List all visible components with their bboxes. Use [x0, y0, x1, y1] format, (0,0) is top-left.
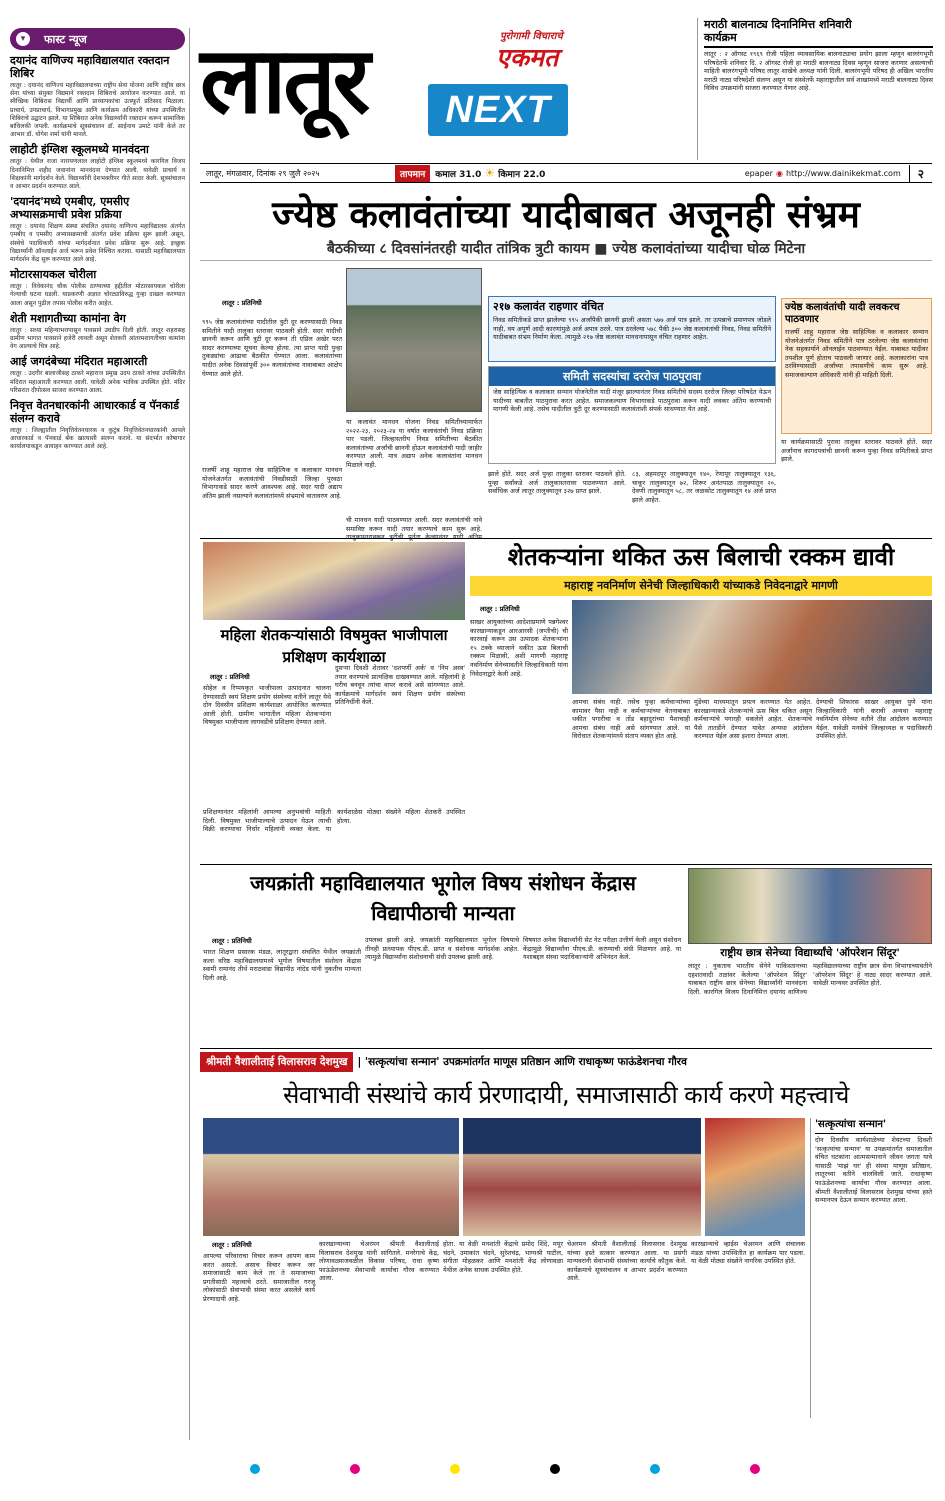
women-byline: लातूर : प्रतिनिधी [210, 673, 250, 681]
service-photo-2 [463, 1118, 701, 1236]
ncc-headline: राष्ट्रीय छात्र सेनेच्या विद्यार्थ्यांचे 'ऑपरेशन सिंदूर' [720, 947, 900, 959]
lead-headline: ज्येष्ठ कलावंतांच्या यादीबाबत अजूनही संभ्रम [272, 192, 860, 236]
geo-col2: उपलब्ध झाली आहे. जयक्रांती महाविद्यालयात भूगोल विषयाचे तीनही प्राध्यापक पीएच.डी. प्राप्त व संशोधक मार्गदर्शक आहेत. त्यामुळे विद्यार्थ्यांना संशोधनाची संधी उपलब्ध झाली आहे. [365, 936, 519, 962]
masthead [200, 26, 688, 158]
geo-headline: जयक्रांती महाविद्यालयात भूगोल विषय संशोधन केंद्रास विद्यापीठाची मान्यता [250, 871, 636, 925]
fast-news-text: लातूर : दयानंद शिक्षण संस्था संचलित दयानंद वाणिज्य महाविद्यालय अंतर्गत एमबीए व एमसीए अभ्यासक्रमाची अंतर्गत प्रवेश प्रक्रिया सुरू झाली असून, संस्थेचे पदाधिकारी यांच्या मार्गदर्शनात प्रवेश प्रक्रिया सुरू आहे. इच्छुक विद्यार्थ्यांनी ऑनलाईन अर्ज भरून प्रवेश निश्चित करावा. यासाठी महाविद्यालयात मार्गदर्शन केंद्र सुरू करण्यात आले आहे. [10, 223, 185, 264]
box-217-artists [488, 296, 776, 362]
dateline: लातूर, मंगळवार, दिनांक २९ जुलै २०२५ [206, 168, 320, 178]
women-col3: प्रशिक्षणानंतर महिलांनी आपल्या अनुभवांची माहिती दिली. विषमुक्त भाजीपाल्याचे उत्पादन घेऊन त्याची विक्री करण्याचा निर्धार महिलांनी व्यक्त केला. या कार्यशाळेस मोठ्या संख्येने महिला शेतकरी उपस्थित होत्या. [203, 808, 465, 834]
dark-rule [704, 46, 933, 48]
fast-news-list [10, 54, 185, 452]
lead-col1: ९९५ जेष्ठ कलावंतांच्या यादीतील त्रुटी दूर करण्यासाठी निवड समितीने यादी तालुका स्तरावर पाठवली होती. सदर यादीची छाननी करून आणि त्रुटी दूर करून ती एप्रिल अखेर परत सादर करण्याच्या सूचना केल्या होत्या. त्या प्राप्त यादी पुन्हा तुकड्यांचा आढावा बैठकीत घेण्यात आला. कलावंतांच्या यादीत अनेक दिवसांपूर्वी ३०० कलावंतांच्या नावाबाबत आक्षेप घेण्यात आले होते. [202, 318, 342, 378]
service-byline: लातूर : प्रतिनिधी [212, 1241, 252, 1249]
fast-news-title: लाहोटी इंग्लिश स्कूलमध्ये मानवंदना [10, 143, 149, 157]
ncc-text: लातूर : नुकताच भारतीय सेनेने पाकिस्तानच्या दहशतवादी तळांवर केलेल्या 'ऑपरेशन सिंदूर' याबाबत राष्ट्रीय छात्र सेनेच्या विद्यार्थ्यांनी मानवंदना दिली. कारगिल विजय दिनानिमित्त दयानंद वाणिज्य महाविद्यालयाच्या राष्ट्रीय छात्र सेना विभागाच्यावतीने 'ऑपरेशन सिंदूर' हे नाट्य सादर करण्यात आले. यावेळी मान्यवर उपस्थित होते. [688, 962, 932, 996]
lead-col3: राजर्षी शाहू महाराज जेष्ठ साहित्यिक व कलाकार मानधन योजनेअंतर्गत कलावंतांची निवडीसाठी जिल्हा पुरवठा विभागाकडे सादर करणे आवश्यक आहे. सदर यादी अद्याप अंतिम झाली नसल्याने कलावंतांमध्ये संभ्रमाचे वातावरण आहे. [202, 466, 342, 500]
women-col1: सोहेल व रिप्पयकृत भाजीपाला उत्पादनात चालना देण्यासाठी स्वयं शिक्षण प्रयोग संस्थेच्या वतीने लातूर येथे दोन दिवसीय प्रशिक्षण कार्यशाळा आयोजित करण्यात आली होती. ग्रामीण भागातील महिला शेतकऱ्यांना विषमुक्त भाजीपाला लागवडीचे प्रशिक्षण देण्यात आले. [203, 684, 331, 727]
temp-label: तापमान [395, 165, 430, 182]
fast-news-title: मोटारसायकल चोरीला [10, 268, 97, 282]
magenta-mark-2 [750, 1464, 760, 1474]
women-workshop-photo [203, 542, 465, 620]
service-photo-3 [705, 1118, 805, 1236]
fast-news-text: लातूर : विवेकानंद चौक पोलीस ठाण्याच्या हद्दीतील मोटारसायकल चोरीला गेल्याची घटना घडली. याप्रकरणी अज्ञात चोरट्याविरुद्ध गुन्हा दाखल करण्यात आला असून पुढील तपास पोलीस करीत आहेत. [10, 283, 185, 307]
service-photo-1 [203, 1118, 459, 1236]
farmers-col4: देण्याची शिफारस साखर आयुक्त पुणे यांना जिल्हाधिकारी यांनी करावी अन्यथा महाराष्ट्र नवनिर्माण सेनेच्या वतीने तीव्र आंदोलन करण्यात येईल. यावेळी मनसेचे जिल्हाध्यक्ष व पदाधिकारी उपस्थित होते. [816, 698, 932, 741]
sun-icon: ☀ [484, 166, 496, 180]
lead-subhead: बैठकीच्या ८ दिवसांनंतरही यादीत तांत्रिक त्रुटी कायम ■ ज्येष्ठ कलावंतांच्या यादीचा घोळ मिटेना [200, 238, 932, 261]
women-headline: महिला शेतकऱ्यांसाठी विषमुक्त भाजीपाला प्रशिक्षण कार्यशाळा [220, 626, 448, 666]
website-link[interactable]: http://www.dainikekmat.com [785, 168, 901, 178]
honor-box-title: 'सत्कृत्यांचा सन्मान' [815, 1119, 887, 1130]
honor-box-rule [815, 1133, 932, 1134]
next-logo: NEXT [428, 84, 568, 136]
honor-box [810, 1118, 932, 1418]
farmers-meeting-photo [572, 600, 932, 694]
box-list-soon-text: राजर्षी शाहू महाराज जेष्ठ साहित्यिक व कलाकार सन्मान योजनेअंतर्गत निवड समितीने पात्र ठरलेल्या जेष्ठ कलावंतांचा नेक सहकार्याने ऑनलाईन पाठवण्यात येईल. याबाबत यादीवर तपशील पूर्ण होताच पाठवली जाणार आहे. कलाकारांना पात्र ठरविण्यासाठी अर्जांच्या तपासणीचे काम सुरू आहे. समाजकल्याण अधिकारी यांनी ही माहिती दिली. [785, 328, 928, 379]
dateline-bar [200, 163, 932, 183]
lead-lower-col2: ८३, अहमदपूर तालुक्यातून १४०, रेणापूर तालुक्यातून १३६, चाकूर तालुक्यातून ७२, शिरूर अनंतपाळ तालुक्यातून २०, देवणी तालुक्यातून ५८, तर जळकोट तालुक्यातून १४ अर्ज प्राप्त झाले आहेत. [632, 470, 776, 504]
ncc-photo [688, 868, 932, 944]
fast-news-text: लातूर : सध्या महिन्याभरापासून पावसाने उघडीप दिली होती. लातूर शहरासह ग्रामीण भागात पावसाने हजेरी लावली असून शेतकरी आंतरमशागतीच्या कामांना वेग आल्याचे चित्र आहे. [10, 326, 185, 351]
farmers-byline: लातूर : प्रतिनिधी [480, 605, 520, 613]
box-list-soon-tail: या कार्यक्रमासाठी पुरावा तालुका स्तरावर पाठवले होते. सदर अर्जांनाच कागदपत्रांची छाननी करून पुन्हा निवड समितीकडे प्राप्त झाले. [781, 438, 932, 464]
cyan-mark [250, 1464, 260, 1474]
cyan-mark-2 [650, 1464, 660, 1474]
box-217-text: निवड समितीकडे प्राप्त झालेल्या ९९५ अर्जांपैकी छाननी झाली असता ५७७ अर्ज पात्र झाले. तर उत्पन्नाचे प्रमाणपत्र जोडले नाही, वय अपूर्ण आदी कारणांमुळे अर्ज अपात्र ठरले. पात्र ठरलेल्या ५७८ पैकी ३०० जेष्ठ कलावंतांची निवड, निवड समितीने यादीबाबत संभ्रम निर्माण केला. त्यामुळे २१७ जेष्ठ कलावंत मानधनापासून वंचित राहणार आहेत. [493, 316, 771, 342]
registration-marks [0, 1460, 945, 1480]
geo-byline: लातूर : प्रतिनिधी [212, 937, 252, 945]
section-divider-2 [200, 864, 932, 865]
fast-news-title: निवृत्त वेतनधारकांनी आधारकार्ड व पॅनकार्ड संलग्न करावे [10, 399, 180, 426]
building-photo [346, 268, 482, 412]
masthead-title: लातूर [200, 27, 368, 134]
farmers-col3: मुंडेंच्या माध्यमातून प्रयत्न करण्यात येत आहेत. कारखान्याकडे शेतकऱ्यांचे ऊस बिल थकित असून कर्मचाऱ्यांचे पगारही थकलेले आहेत. शेतकऱ्यांचे पैसे तातडीने देण्यात यावेत अन्यथा आंदोलन करण्यात येईल असा इशारा देण्यात आला. [694, 698, 812, 741]
lead-col4: ची मानधन यादी पाठवण्यात आली. सदर कलावंतांची नावे समाविष्ट करून यादी तयार करण्याचे काम सुरू आहे. [346, 516, 482, 533]
lead-lower-col1: झाले होते. सदर अर्ज पुन्हा तालुका स्तरावर पाठवले होते. पुन्हा सर्वांकडे अर्ज तालुकास्तरावर पाठवण्यात आले. सर्वाधिक अर्ज लातूर तालुक्यातून ३२७ प्राप्त झाले. [488, 470, 626, 496]
top-right-text: लातूर : २ ऑगस्ट १९६९ रोजी पहिला व्यावसायिक बालनाट्याचा प्रयोग झाला म्हणून बालरंगभूमी परिषदेतर्फे शनिवार दि. २ ऑगस्ट रोजी हा मराठी बालनाट्य दिवस म्हणून साजरा करणार असल्याची माहिती बालरंगभूमी परिषद लातूर शाखेचे अध्यक्ष यांनी दिली. बालरंगभूमी परिषद ही अखिल भारतीय मराठी नाट्य परिषदेशी संलग्न असून या संस्थेतर्फे महाराष्ट्रातील सर्व शाखांमध्ये मराठी बालनाट्य दिवस विविध उपक्रमांनी साजरा करण्यात येणार आहे. [704, 50, 933, 93]
box-list-soon [781, 298, 932, 434]
chevron-down-icon: ▾ [16, 32, 30, 46]
box-217-title: २१७ कलावंत राहणार वंचित [493, 300, 604, 313]
fast-news-sidebar [10, 28, 190, 1440]
magenta-mark [350, 1464, 360, 1474]
women-col2: दुसऱ्या दिवशी शेतावर 'दशपर्णी अर्क' व 'निम अस्त्र' तयार करण्याचे प्रात्यक्षिक दाखवण्यात आले. महिलांनी हे घरीच बनवून त्यांचा वापर करावे असे सांगण्यात आले. कार्यक्रमाचे मार्गदर्शन स्वयं शिक्षण प्रयोग संस्थेच्या प्रतिनिधींनी केले. [335, 664, 465, 707]
honor-box-text: दोन दिवसीय कार्यशाळेच्या शेवटच्या दिवशी 'सत्कृत्यांचा सन्मान' या उपक्रमांतर्गत समाजातील वंचित घटकांना आत्मसन्मानाने जीवन जगता यावे यासाठी 'माझं घर' ही संस्था माणूस प्रतिष्ठान, लातूरच्या वतीने चालविली जाते. राधाकृष्ण फाऊंडेशनच्या कार्याचा गौरव करण्यात आला. श्रीमती वैशालीताई विलासराव देशमुख यांच्या हस्ते सन्मानपत्र देऊन सन्मान करण्यात आला. [815, 1136, 932, 1205]
banner-name: श्रीमती वैशालीताई विलासराव देशमुख [200, 1052, 353, 1072]
service-col3: होता. या वेळी मनशांती केंद्राचे प्रमोद शिंदे, मयूर चंदने, उमाकांत चंदने, सुरेशचंद्र, भाग्यश्री पाटील, संगीता मोहळकर आणि मनशांती केंद्र लोणावळा येथील अनेक साधक उपस्थित होते. [443, 1240, 563, 1274]
box-committee-title: समिती सदस्यांचा दररोज पाठपुरावा [489, 367, 775, 386]
temp-min: किमान 22.0 [498, 169, 546, 180]
page-number: २ [909, 165, 932, 182]
service-col1: आपल्या परिवाराचा विचार करून आपण काम करत असतो. असाच विचार करून जर समाजासाठी काम केले तर ते समाजाच्या प्रगतीसाठी महत्त्वाचे ठरते. समाजातील गरजू लोकांसाठी सेवाभावी संस्था करत असलेले कार्य प्रेरणादायी आहे. [203, 1252, 315, 1303]
farmers-headline: शेतकऱ्यांना थकित ऊस बिलाची रक्कम द्यावी [507, 542, 895, 571]
top-right-headline: मराठी बालनाट्य दिनानिमित्त शनिवारी कार्यक्रम [704, 18, 852, 44]
lead-byline: लातूर : प्रतिनिधी [222, 299, 262, 307]
top-right-story [697, 18, 933, 160]
service-headline: सेवाभावी संस्थांचे कार्य प्रेरणादायी, समाजासाठी कार्य करणे महत्त्वाचे [283, 1081, 849, 1109]
fast-news-title: 'दयानंद'मध्ये एमबीए, एमसीए अभ्यासक्रमाची प्रवेश प्रक्रिया [10, 195, 130, 222]
fast-news-header: ▾ फास्ट न्यूज [10, 28, 185, 50]
fast-news-title: आई जगदंबेच्या मंदिरात महाआरती [10, 355, 148, 369]
honor-banner [200, 1052, 932, 1072]
service-col5: कारखान्याचे व्हाईस चेअरमन आणि संचालक मंडळ यांच्या उपस्थितीत हा कार्यक्रम पार पडला. या वेळी मोठ्या संख्येने नागरिक उपस्थित होते. [691, 1240, 805, 1266]
lead-col2: या कलावंत मानधन योजना निवड समितीच्यामार्फत २०२२-२३, २०२३-२४ या वर्षात कलावंतांची निवड प्रक्रिया पार पडली. जिल्हास्तरीय निवड समितीच्या बैठकीत कलावंतांच्या अर्जांची छाननी होऊन कलावंतांची यादी जाहीर करण्यात आली. मात्र अद्याप अनेक कलावंतांना मानधन मिळाले नाही. [346, 418, 482, 469]
brand-logo: एकमत [496, 43, 559, 72]
fast-news-text: लातूर : दयानंद वाणिज्य महाविद्यालयाच्या राष्ट्रीय सेवा योजना आणि राष्ट्रीय छात्र सेना यांच्या संयुक्त विद्यमाने रक्तदान शिबिराचे आयोजन करण्यात आले. या स्वैच्छिक शिबिरास विद्यार्थी आणि प्राध्यापकांचा उत्स्फूर्त प्रतिसाद मिळाला. प्राचार्य, उपप्राचार्य, विभागप्रमुख आणि कार्यक्रम अधिकारी यांच्या उपस्थितीत शिबिराचे उद्घाटन झाले. या शिबिरात अनेक विद्यार्थ्यांनी रक्तदान करून सामाजिक बांधिलकी जपली. कार्यक्रमाचे सूत्रसंचालन डॉ. साईनाथ उमाटे यांनी केले तर आभार डॉ. योगेश शर्मा यांनी मानले. [10, 82, 185, 139]
fast-news-title: शेती मशागतीच्या कामांना वेग [10, 311, 126, 325]
fast-news-text: लातूर : येथील राजा नारायणलाल लाहोटी इंग्लिश स्कूलमध्ये कारगिल विजय दिनानिमित्त शहीद जवानांना मानवंदना देण्यात आली. यावेळी प्राचार्य व शिक्षकांनी मार्गदर्शन केले. विद्यार्थ्यांनी देशभक्तीपर गीते सादर केली. सूत्रसंचालन व आभार प्रदर्शन करण्यात आले. [10, 158, 185, 191]
fast-news-text: लातूर : उदगीर बालाजीसह ठाकरे महाराज प्रमुख उदय ठाकरे यांच्या उपस्थितीत मंदिरात महाआरती करण्यात आली. यावेळी अनेक भाविक उपस्थित होते. मंदिर परिसरात दीपोत्सव साजरा करण्यात आला. [10, 370, 185, 394]
geo-col3: विषयात अनेक विद्यार्थ्यांनी सेट नेट परीक्षा उत्तीर्ण केली असून संशोधन केंद्रामुळे विद्यार्थ्यांना पीएच.डी. करण्याची संधी मिळणार आहे. या यशाबद्दल संस्था पदाधिकाऱ्यांनी अभिनंदन केले. [523, 936, 681, 962]
black-mark [550, 1464, 560, 1474]
farmers-col1: साखर आयुक्तांच्या आदेशाप्रमाणे पन्नगेश्वर कारखान्याकडून आरआरसी (जप्तीची) ची कारवाई करून उस उत्पादक शेतकऱ्यांना १५ टक्के व्याजाने थकीत ऊस बिलाची रक्कम मिळावी, अशी मागणी महाराष्ट्र नवनिर्माण सेनेच्यावतीने जिल्हाधिकारी यांना निवेदनाद्वारे केली आहे. [470, 618, 568, 678]
brand-tag: पुरोगामी विचाराचे [500, 31, 563, 42]
farmers-subhead: महाराष्ट्र नवनिर्माण सेनेची जिल्हाधिकारी यांच्याकडे निवेदनाद्वारे मागणी [470, 576, 932, 596]
yellow-mark [450, 1464, 460, 1474]
farmers-col2: आमचा संबंध नाही. तसेच पुन्हा कर्मचाऱ्यांच्या कामावर पैसा नाही व कर्मचाऱ्यांच्या वेतनाबाबत थकीत पगारीचा व तोंड बहादुरांच्या पैशाचाही आमचा संबंध नाही असे सांगण्यात आले. या विरोधात शेतकऱ्यांमध्ये संताप व्यक्त होत आहे. [572, 698, 690, 741]
service-col2: कारखान्याच्या चेअरमन श्रीमती वैशालीताई विलासराव देशमुख यांनी सांगितले. मनरेगाचे केंद्र, लोणावळ्याजवळील विकास परिषद, राधा कृष्ण फाऊंडेशनच्या सेवाभावी कार्याचा गौरव करण्यात आला. [319, 1240, 439, 1283]
globe-icon: ◉ [775, 168, 783, 178]
epaper-label: epaper [744, 168, 773, 178]
section-divider-3 [200, 1048, 932, 1049]
fast-news-title: दयानंद वाणिज्य महाविद्यालयात रक्तदान शिबिर [10, 54, 170, 80]
geo-col1: भारत शिक्षण प्रसारक मंडळ, लातूरद्वारा संचलित येथील जयक्रांती कला वरिष्ठ महाविद्यालयामध्ये भूगोल विषयातील संशोधन केंद्रास स्वामी रामानंद तीर्थ मराठवाडा विद्यापीठ नांदेड यांनी नुकतीच मान्यता दिली आहे. [203, 948, 361, 982]
box-list-soon-title: ज्येष्ठ कलावंतांची यादी लवकरच पाठवणार [785, 302, 900, 325]
fast-news-text: लातूर : जिल्ह्यातील निवृत्तिवेतनधारक व कुटुंब निवृत्तिवेतनधारकांनी आपले आधारकार्ड व पॅनकार्ड बँक खात्याशी संलग्न करावे. या संदर्भात कोषागार कार्यालयाकडून आवाहन करण्यात आले आहे. [10, 427, 185, 451]
section-divider-1 [200, 538, 932, 539]
service-col4: चेअरमन श्रीमती वैशालीताई विलासराव देशमुख यांच्या हस्ते सत्कार करण्यात आला. या प्रसंगी मान्यवरांनी सेवाभावी संस्थांच्या कार्याचे कौतुक केले. कार्यक्रमाचे सूत्रसंचालन व आभार प्रदर्शन करण्यात आले. [567, 1240, 687, 1283]
banner-text: | 'सत्कृत्यांचा सन्मान' उपक्रमांतर्गत माणूस प्रतिष्ठान आणि राधाकृष्ण फाऊंडेशनचा गौरव [357, 1056, 687, 1068]
box-committee [488, 366, 776, 464]
box-committee-text: जेष्ठ साहित्यिक व कलाकार सन्मान योजनेतील यादी मंजूर झाल्यानंतर निवड समितीचे सदस्य दररोज जिल्हा परिषदेत येऊन यादीच्या बाबतीत पाठपुरावा करत आहेत. समाजकल्याण विभागाकडे पाठपुरावा करून यादी लवकर अंतिम करण्याची मागणी केली आहे. तसेच यादीतील त्रुटी दूर करण्यासाठी कलावंतांशी संपर्क साधण्यात येत आहे. [493, 388, 771, 414]
temp-max: कमाल 31.0 [435, 169, 482, 180]
